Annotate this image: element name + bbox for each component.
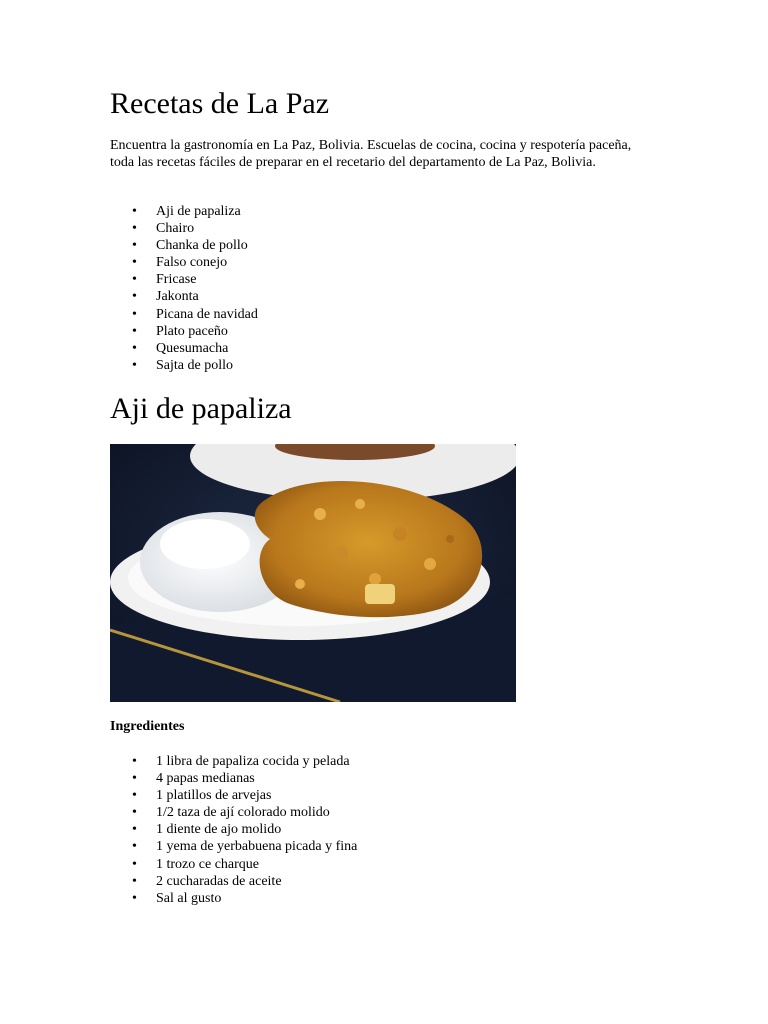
bullet-icon: • — [132, 289, 137, 305]
list-item-text: Chanka de pollo — [156, 238, 248, 254]
bullet-icon: • — [132, 890, 137, 906]
list-item — [110, 821, 357, 838]
list-item — [110, 890, 357, 907]
list-item — [110, 306, 258, 323]
dish-photo-image — [110, 444, 516, 702]
bullet-icon: • — [132, 272, 137, 288]
list-item-text: 4 papas medianas — [156, 771, 255, 787]
list-item — [110, 220, 258, 237]
bullet-icon: • — [132, 357, 137, 373]
list-item-text: 2 cucharadas de aceite — [156, 873, 282, 889]
list-item-text: Jakonta — [156, 289, 199, 305]
list-item-text: Fricase — [156, 272, 197, 288]
bullet-icon: • — [132, 204, 137, 219]
list-item — [110, 323, 258, 340]
list-item-text: Sal al gusto — [156, 890, 222, 906]
ingredients-heading: Ingredientes — [110, 719, 185, 734]
list-item — [110, 340, 258, 357]
list-item — [110, 804, 357, 821]
list-item — [110, 271, 258, 288]
list-item — [110, 838, 357, 855]
list-item — [110, 753, 357, 770]
dish-photo — [110, 444, 516, 702]
list-item-text: 1/2 taza de ají colorado molido — [156, 805, 330, 821]
list-item — [110, 288, 258, 305]
list-item-text: Picana de navidad — [156, 306, 258, 322]
bullet-icon: • — [132, 323, 137, 339]
list-item — [110, 357, 258, 374]
bullet-icon: • — [132, 839, 137, 855]
list-item-text: Aji de papaliza — [156, 204, 241, 219]
bullet-icon: • — [132, 754, 137, 769]
bullet-icon: • — [132, 306, 137, 322]
bullet-icon: • — [132, 805, 137, 821]
bullet-icon: • — [132, 221, 137, 237]
list-item — [110, 856, 357, 873]
section-title: Aji de papaliza — [110, 392, 292, 425]
list-item — [110, 770, 357, 787]
ingredients-list — [110, 753, 357, 907]
bullet-icon: • — [132, 255, 137, 271]
list-item — [110, 254, 258, 271]
list-item-text: Falso conejo — [156, 255, 228, 271]
bullet-icon: • — [132, 856, 137, 872]
intro-paragraph: Encuentra la gastronomía en La Paz, Bolivia. Escuelas de cocina, cocina y respotería paceña, toda las recetas fáciles de preparar en el recetario del departamento de La Paz, Bolivia. — [110, 138, 632, 170]
list-item-text: 1 diente de ajo molido — [156, 822, 282, 838]
list-item-text: Quesumacha — [156, 340, 229, 356]
list-item — [110, 873, 357, 890]
list-item — [110, 787, 357, 804]
list-item-text: 1 platillos de arvejas — [156, 788, 272, 804]
list-item-text: 1 libra de papaliza cocida y pelada — [156, 754, 350, 769]
list-item-text: 1 trozo ce charque — [156, 856, 259, 872]
list-item-text: 1 yema de yerbabuena picada y fina — [156, 839, 358, 855]
recipe-list — [110, 203, 258, 374]
list-item — [110, 237, 258, 254]
list-item — [110, 203, 258, 220]
bullet-icon: • — [132, 873, 137, 889]
bullet-icon: • — [132, 238, 137, 254]
bullet-icon: • — [132, 771, 137, 787]
bullet-icon: • — [132, 788, 137, 804]
list-item-text: Chairo — [156, 221, 195, 237]
list-item-text: Plato paceño — [156, 323, 228, 339]
page-title: Recetas de La Paz — [110, 87, 330, 120]
bullet-icon: • — [132, 340, 137, 356]
list-item-text: Sajta de pollo — [156, 357, 233, 373]
bullet-icon: • — [132, 822, 137, 838]
